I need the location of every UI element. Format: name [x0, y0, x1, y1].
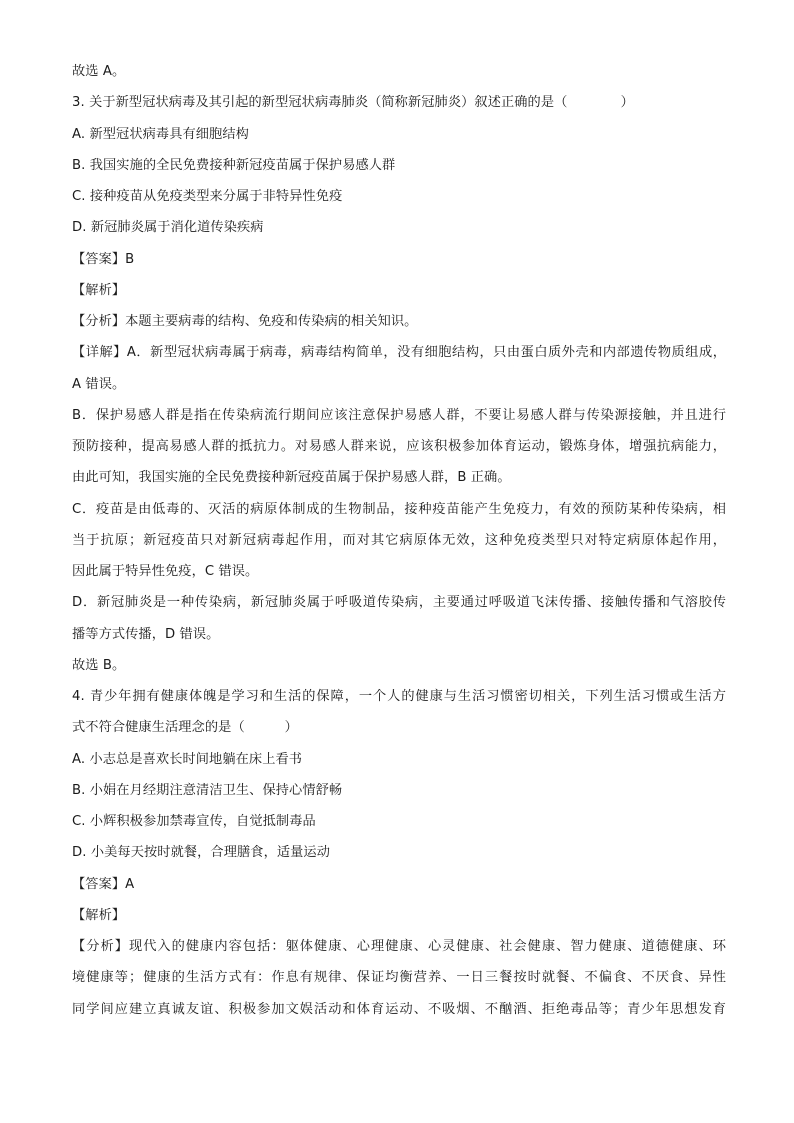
- question-3-stem: 3. 关于新型冠状病毒及其引起的新型冠状病毒肺炎（简称新冠肺炎）叙述正确的是（ ）: [72, 95, 634, 110]
- question-4-answer: 【答案】A: [72, 877, 135, 892]
- question-3-detail-line: 【详解】A．新型冠状病毒属于病毒，病毒结构简单，没有细胞结构，只由蛋白质外壳和内部遗传物质组成，: [72, 345, 726, 360]
- question-3-detail-line: 由此可知，我国实施的全民免费接种新冠疫苗属于保护易感人群，B 正确。: [72, 470, 511, 485]
- question-3-detail-line: 预防接种，提高易感人群的抵抗力。对易感人群来说，应该积极参加体育运动，锻炼身体，增强抗病能力，: [72, 439, 726, 454]
- question-3-answer: 【答案】B: [72, 252, 135, 267]
- question-3-detail-line: A 错误。: [72, 377, 126, 392]
- question-3-detail-line: 播等方式传播，D 错误。: [72, 627, 220, 642]
- text-line-1: 故选 A。: [72, 64, 126, 79]
- question-3-detail-line: 当于抗原；新冠疫苗只对新冠病毒起作用，而对其它病原体无效，这种免疫类型只对特定病原体起作用，: [72, 533, 726, 548]
- question-3-option-d: D. 新冠肺炎属于消化道传染疾病: [72, 220, 264, 235]
- question-3-option-a: A. 新型冠状病毒具有细胞结构: [72, 127, 249, 142]
- question-4-analysis-line: 同学间应建立真诚友谊、积极参加文娱活动和体育运动、不吸烟、不酗酒、拒绝毒品等；青少年思想发育: [72, 1002, 726, 1017]
- question-3-detail-line: C．疫苗是由低毒的、灭活的病原体制成的生物制品，接种疫苗能产生免疫力，有效的预防某种传染病，相: [72, 502, 726, 517]
- question-3-detail-line: D．新冠肺炎是一种传染病，新冠肺炎属于呼吸道传染病，主要通过呼吸道飞沫传播、接触传播和气溶胶传: [72, 595, 726, 610]
- question-4-stem: 式不符合健康生活理念的是（ ）: [72, 720, 298, 735]
- question-3-detail-line: 因此属于特异性免疫，C 错误。: [72, 564, 259, 579]
- question-4-option-c: C. 小辉积极参加禁毒宣传，自觉抵制毒品: [72, 814, 316, 829]
- question-4-analysis-line: 境健康等；健康的生活方式有：作息有规律、保证均衡营养、一日三餐按时就餐、不偏食、不厌食、异性: [72, 970, 726, 985]
- question-4-option-a: A. 小志总是喜欢长时间地躺在床上看书: [72, 752, 303, 767]
- question-4-analysis-line: 【分析】现代入的健康内容包括：躯体健康、心理健康、心灵健康、社会健康、智力健康、道德健康、环: [72, 939, 726, 954]
- question-4-option-d: D. 小美每天按时就餐，合理膳食，适量运动: [72, 845, 331, 860]
- question-3-conclusion: 故选 B。: [72, 658, 126, 673]
- question-3-analysis: 【分析】本题主要病毒的结构、免疫和传染病的相关知识。: [72, 314, 418, 329]
- question-4-stem: 4. 青少年拥有健康体魄是学习和生活的保障，一个人的健康与生活习惯密切相关，下列生活习惯或生活方: [72, 689, 726, 704]
- question-4-option-b: B. 小娟在月经期注意清洁卫生、保持心情舒畅: [72, 783, 343, 798]
- question-3-analysis-heading: 【解析】: [72, 283, 126, 298]
- question-4-analysis-heading: 【解析】: [72, 908, 126, 923]
- question-3-detail-line: B．保护易感人群是指在传染病流行期间应该注意保护易感人群，不要让易感人群与传染源接触，并且进行: [72, 408, 726, 423]
- question-3-option-b: B. 我国实施的全民免费接种新冠疫苗属于保护易感人群: [72, 158, 396, 173]
- question-3-option-c: C. 接种疫苗从免疫类型来分属于非特异性免疫: [72, 189, 343, 204]
